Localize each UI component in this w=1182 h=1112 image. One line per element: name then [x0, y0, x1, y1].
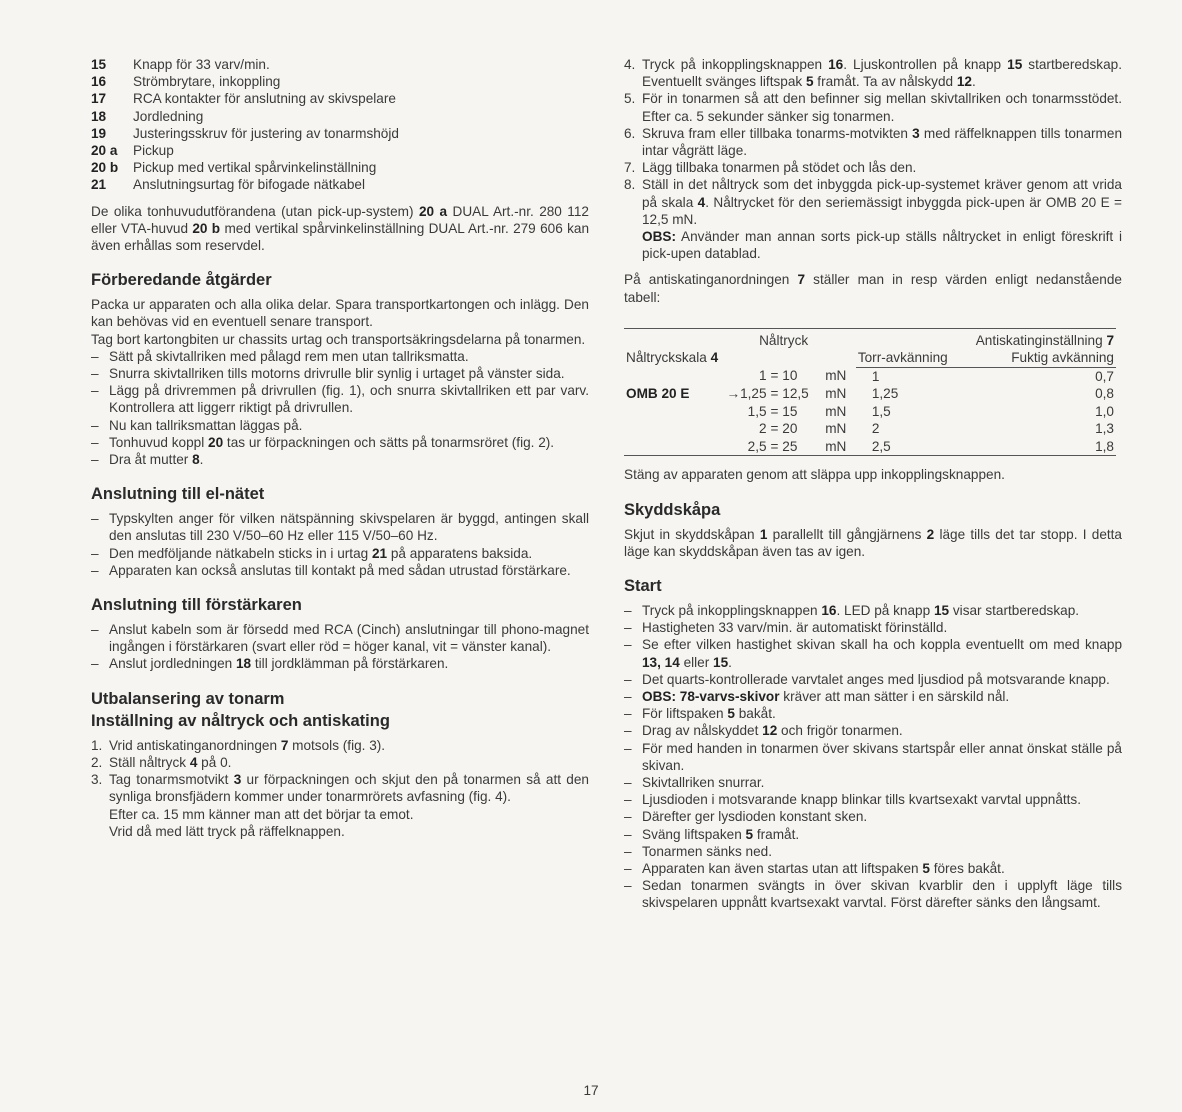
legend-item: 17 RCA kontakter för anslutning av skivspelare — [91, 91, 396, 107]
table-row: 1,5 = 15 mN 1,5 1,0 — [747, 403, 1114, 419]
legend-item: 21 Anslutningsurtag för bifogade nätkabel — [91, 177, 366, 193]
utbalansering-steps-right — [624, 56, 1122, 262]
legend-item: 20 b Pickup med vertikal spårvinkelinställning — [91, 160, 377, 176]
list-item: – Skivtallriken snurrar. — [624, 774, 1122, 791]
list-item: – Ljusdioden i motsvarande knapp blinkar tills kvartsexakt varvtal uppnåtts. — [624, 791, 1122, 808]
intro-paragraph: De olika tonhuvudutförandena (utan pick-up-system) 20 a DUAL Art.-nr. 280 112 eller VTA-huvud 20 b med vertikal spårvinkelinställning DUAL Art.-nr. 279 606 kan även erhållas som reservdel. — [91, 203, 590, 254]
step-item: 4. Tryck på inkopplingsknappen 16. Ljuskontrollen på knapp 15 startberedskap. Eventuellt svänges liftspak 5 framåt. Ta av nålskydd 12. — [624, 57, 1122, 90]
step-item: 7. Lägg tillbaka tonarmen på stödet och lås den. — [624, 160, 917, 176]
list-item: – Typskylten anger för vilken nätspänning skivspelaren är byggd, antingen skall den anslutas till 230 V/50–60 Hz eller 115 V/50–60 Hz. — [91, 510, 589, 544]
right-column — [624, 56, 1122, 912]
list-item: – För med handen in tonarmen över skivans startspår eller annat önskat ställe på skivan. — [624, 740, 1122, 774]
utbalansering-steps-left — [91, 737, 589, 840]
list-item: – OBS: 78-varvs-skivor kräver att man sätter i en särskild nål. — [624, 688, 1122, 705]
heading-start: Start — [624, 576, 662, 595]
step-item: 3. Tag tonarmsmotvikt 3 ur förpackningen och skjut den på tonarmen så att den synliga bronsfjädern kommer under tonarmrörets avfasning (fig. 4). Efter ca. 15 mm känner man att det börjar ta emot. Vrid då med lätt tryck på räffelknappen. — [91, 772, 589, 839]
elnatet-list — [91, 510, 589, 579]
table-row: 2,5 = 25 mN 2,5 1,8 — [624, 438, 1116, 456]
list-item: – Anslut kabeln som är försedd med RCA (Cinch) anslutningar till phono-magnet ingången i förstärkaren (svart eller röd = höger kanal, vit = vänster kanal). — [91, 621, 589, 655]
heading-installning: Inställning av nåltryck och antiskating — [91, 711, 390, 730]
list-item: – Sätt på skivtallriken med pålagd rem men utan tallriksmatta. — [91, 348, 589, 365]
heading-elnatet: Anslutning till el-nätet — [91, 485, 265, 504]
list-item: – Nu kan tallriksmattan läggas på. — [91, 417, 589, 434]
list-item: – Därefter ger lysdioden konstant sken. — [624, 808, 1122, 825]
list-item: – Anslut jordledningen 18 till jordklämman på förstärkaren. — [91, 655, 589, 672]
antiskating-paragraph: På antiskatinganordningen 7 ställer man in resp värden enligt nedanstående tabell: — [624, 272, 1122, 305]
list-item: – Drag av nålskyddet 12 och frigör tonarmen. — [624, 722, 1122, 739]
list-item: – Apparaten kan även startas utan att liftspaken 5 föres bakåt. — [624, 860, 1122, 877]
step-item: 1. Vrid antiskatinganordningen 7 motsols (fig. 3). — [91, 737, 386, 753]
list-item: – Tonarmen sänks ned. — [624, 843, 1122, 860]
table-header-row: Nåltryck Antiskatinginställning 7 — [624, 328, 1116, 349]
list-item: – Apparaten kan också anslutas till kontakt på med sådan utrustad förstärkare. — [91, 562, 589, 579]
start-list — [624, 602, 1122, 912]
list-item: – Dra åt mutter 8. — [91, 451, 589, 468]
legend-list — [91, 56, 589, 194]
step-item: 8. Ställ in det nåltryck som det inbyggda pick-up-systemet kräver genom att vrida på skala 4. Nåltrycket för den seriemässigt inbyggda pick-upen är OMB 20 E = 12,5 mN. OBS: Använder man annan sorts pick-up ställs nåltrycket in enligt föreskrift i pick-upen datablad. — [624, 177, 1122, 262]
list-item: – Den medföljande nätkabeln sticks in i urtag 21 på apparatens baksida. — [91, 545, 589, 562]
left-column — [91, 56, 589, 840]
table-row: 2 = 20 mN 2 1,3 — [758, 421, 1114, 437]
table-row: 1 = 10 mN 1 0,7 — [758, 368, 1114, 384]
forberedande-list — [91, 348, 589, 468]
step-item: 6. Skruva fram eller tillbaka tonarms-motvikten 3 med räffelknappen tills tonarmen intar vågrätt läge. — [624, 125, 1123, 159]
list-item: – Tonhuvud koppl 20 tas ur förpackningen och sätts på tonarmsröret (fig. 2). — [91, 434, 589, 451]
forberedande-p1: Packa ur apparaten och alla olika delar. Spara transportkartongen och inlägg. Den kan behövas vid en eventuell senare transport. — [91, 297, 589, 330]
heading-utbalansering: Utbalansering av tonarm — [91, 689, 285, 708]
skyddskapa-paragraph: Skjut in skyddskåpan 1 parallellt till gångjärnens 2 läge tills det tar stopp. I detta läge kan skyddskåpan även tas av igen. — [624, 526, 1122, 559]
legend-item: 18 Jordledning — [91, 108, 204, 124]
list-item: – Snurra skivtallriken tills motorns drivrulle blir synlig i urtaget på vänster sida. — [91, 365, 589, 382]
legend-item: 16 Strömbrytare, inkoppling — [91, 74, 281, 90]
list-item: – För liftspaken 5 bakåt. — [624, 705, 1122, 722]
table-header-row: Nåltryckskala 4 Torr-avkänning Fuktig avkänning — [626, 350, 1114, 366]
step-item: 5. För in tonarmen så att den befinner sig mellan skivtallriken och tonarmsstödet. Efter ca. 5 sekunder sänker sig tonarmen. — [624, 91, 1122, 124]
list-item: – Hastigheten 33 varv/min. är automatiskt förinställd. — [624, 619, 1122, 636]
legend-item: 19 Justeringsskruv för justering av tonarmshöjd — [91, 125, 399, 141]
heading-forberedande: Förberedande åtgärder — [91, 271, 272, 290]
heading-skyddskapa: Skyddskåpa — [624, 500, 721, 519]
stang-paragraph: Stäng av apparaten genom att släppa upp inkopplingsknappen. — [624, 467, 1005, 483]
list-item: – Sväng liftspaken 5 framåt. — [624, 826, 1122, 843]
page-number: 17 — [583, 1083, 599, 1098]
naltryck-table — [624, 328, 1116, 457]
step-item: 2. Ställ nåltryck 4 på 0. — [91, 754, 232, 770]
list-item: – Lägg på drivremmen på drivrullen (fig. 1), och snurra skivtallriken ett par varv. Kontrollera att liggerr riktigt på drivrullen. — [91, 382, 589, 416]
list-item: – Sedan tonarmen svängts in över skivan kvarblir den i upplyft läge tills skivspelaren uppnått kvartsexakt varvtal. Först därefter sänks den långsamt. — [624, 877, 1122, 911]
list-item: – Det quarts-kontrollerade varvtalet anges med ljusdiod på motsvarande knapp. — [624, 671, 1122, 688]
legend-item: 15 Knapp för 33 varv/min. — [91, 57, 270, 72]
forberedande-p2: Tag bort kartongbiten ur chassits urtag och transportsäkringsdelarna på tonarmen. — [91, 331, 586, 347]
list-item: – Se efter vilken hastighet skivan skall ha och koppla eventuellt om med knapp 13, 14 eller 15. — [624, 636, 1122, 670]
heading-forstarkaren: Anslutning till förstärkaren — [91, 596, 302, 615]
list-item: – Tryck på inkopplingsknappen 16. LED på knapp 15 visar startberedskap. — [624, 602, 1122, 619]
forstarkaren-list — [91, 621, 589, 673]
legend-item: 20 a Pickup — [91, 143, 174, 159]
table-row: OMB 20 E →1,25 = 12,5 mN 1,25 0,8 — [626, 386, 1114, 402]
